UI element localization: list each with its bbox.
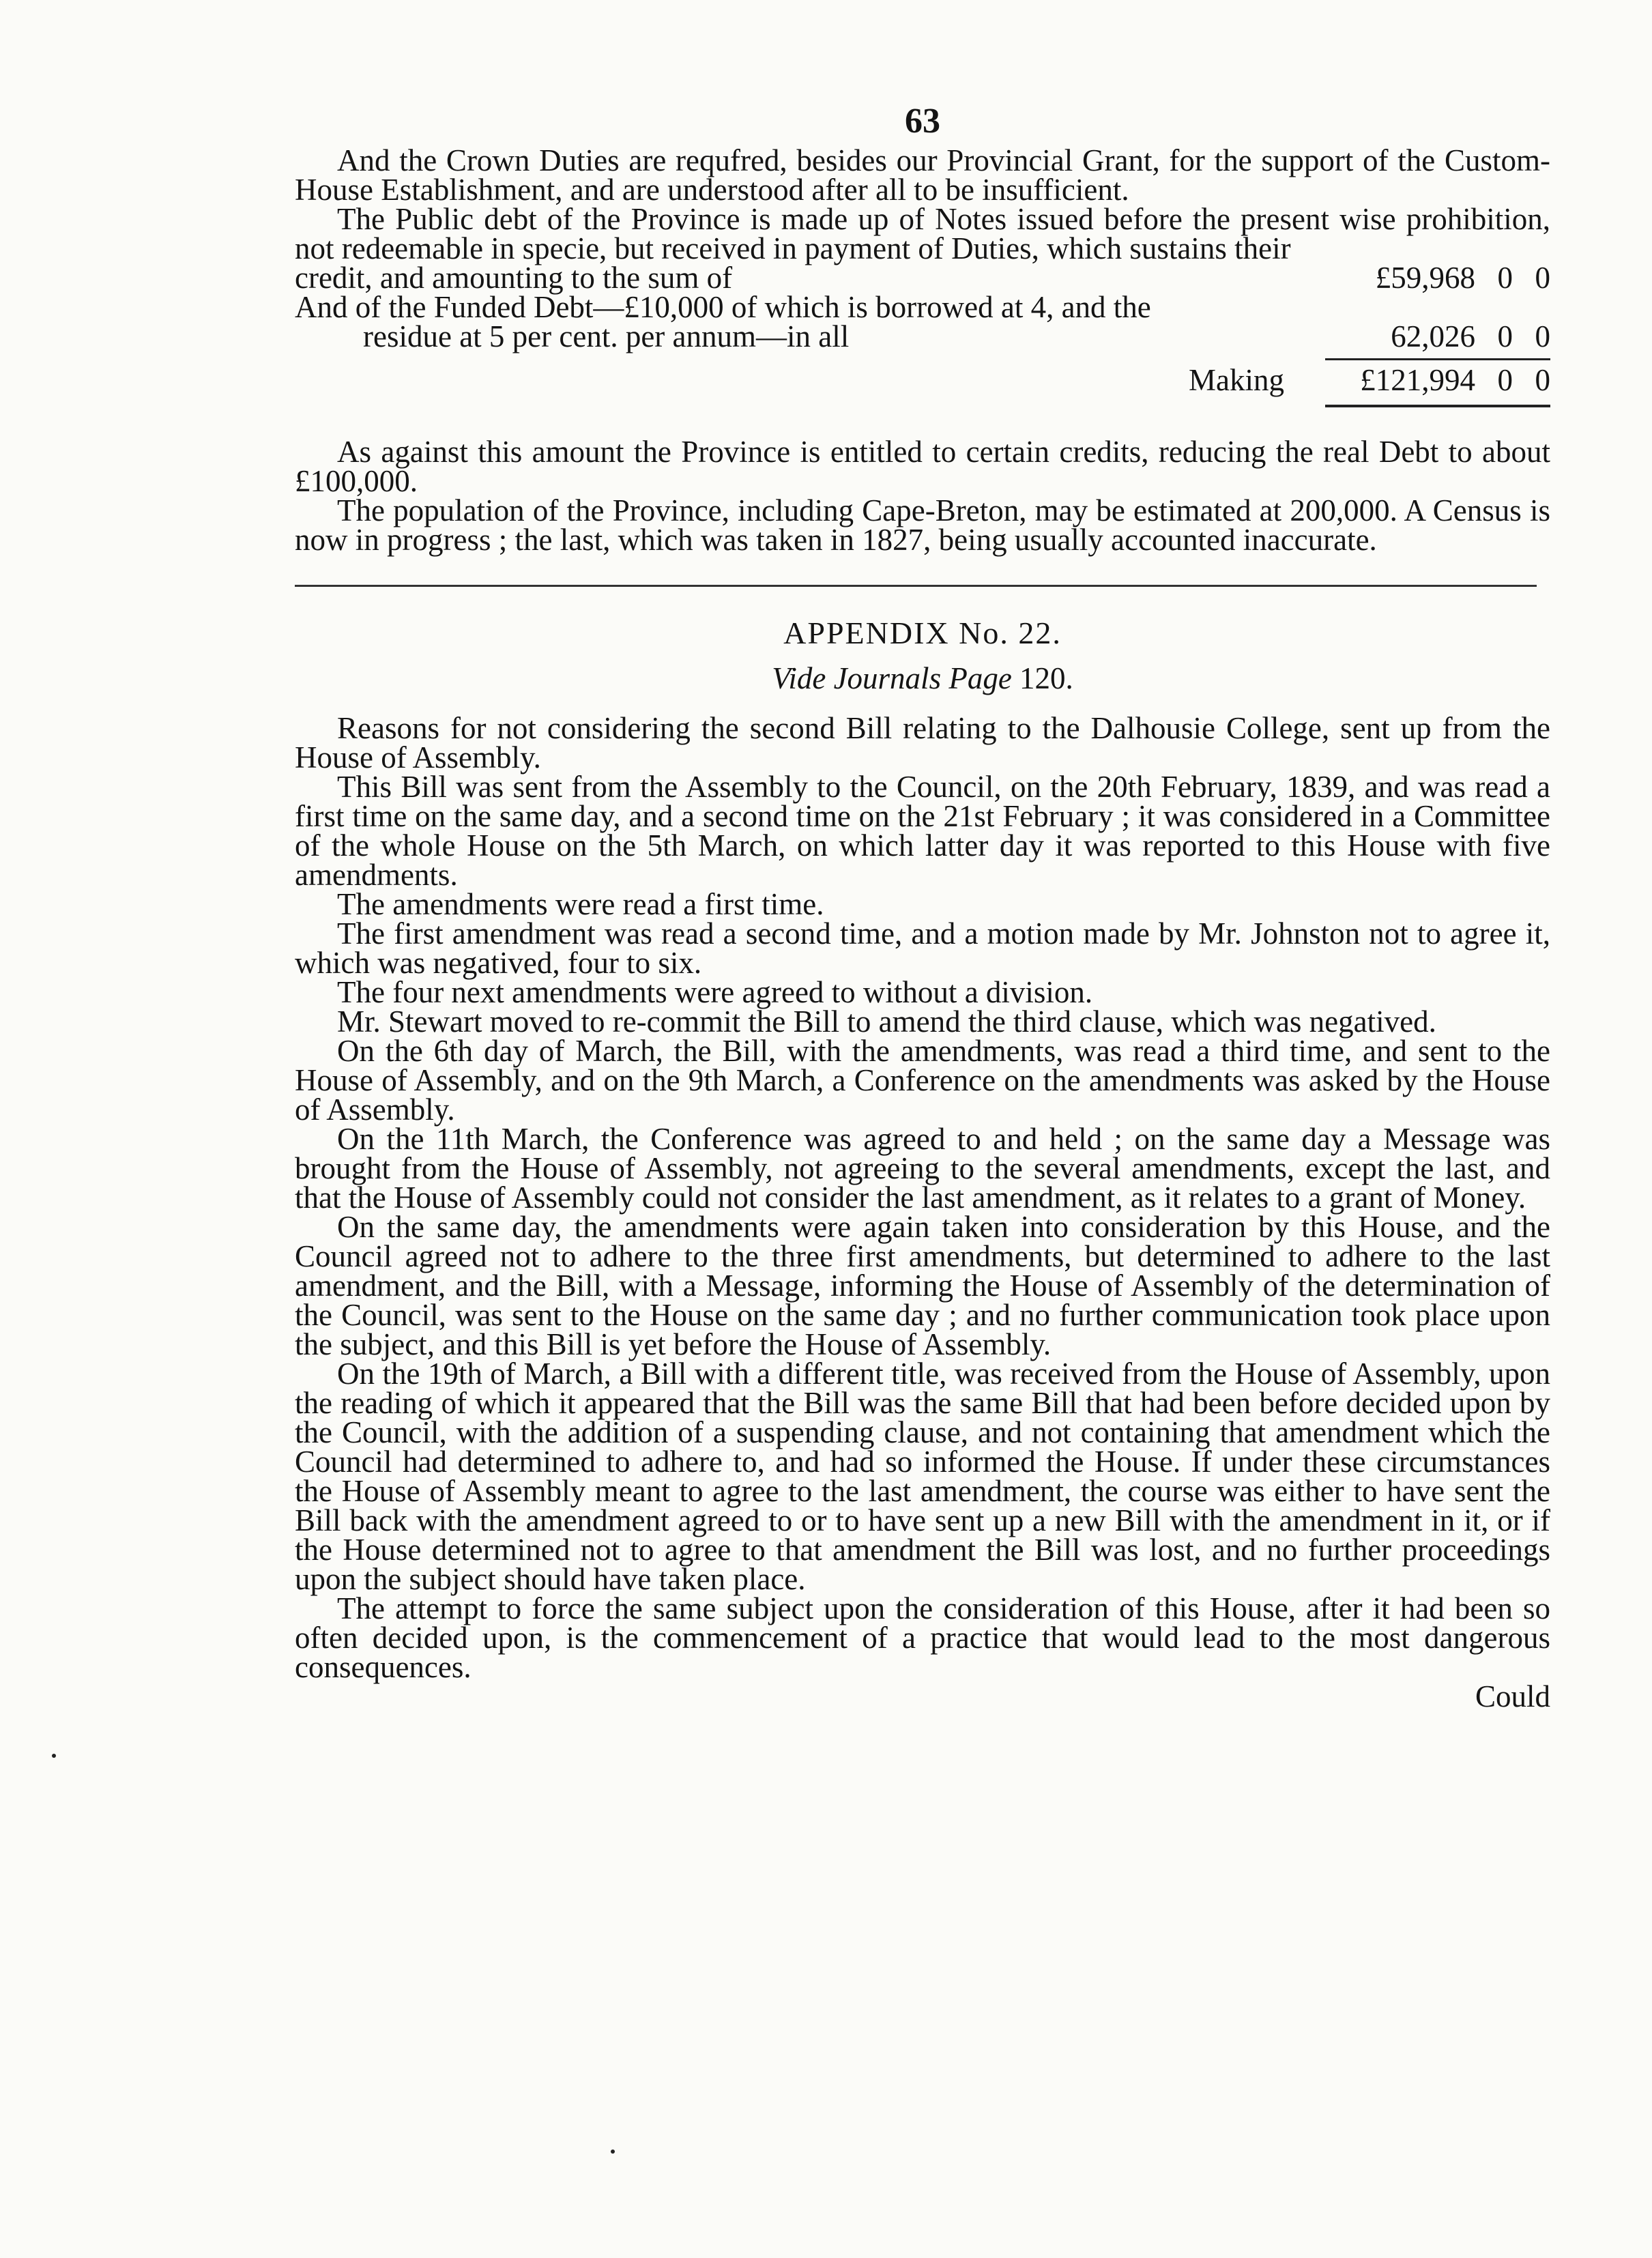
- document-page: [295, 102, 1550, 1711]
- appendix-paragraph: Mr. Stewart moved to re-commit the Bill to amend the third clause, which was negatived.: [337, 1004, 1436, 1039]
- paragraph-crown-duties: And the Crown Duties are requfred, besides our Provincial Grant, for the support of the Custom-House Establishment, and are understood after all to be insufficient.: [295, 143, 1550, 207]
- debt-row-funded-line1: [295, 290, 1550, 324]
- appendix-paragraph: This Bill was sent from the Assembly to the Council, on the 20th February, 1839, and was read a first time on the same day, and a second time on the 21st February ; it was considered in a Committee of the whole House on the 5th March, on which latter day it was reported to this House with five amendments.: [295, 770, 1550, 892]
- amount-pence: 0: [1535, 261, 1550, 295]
- print-speck: [611, 2150, 615, 2154]
- appendix-paragraph: The amendments were read a first time.: [337, 887, 824, 921]
- debt-row-funded-desc: And of the Funded Debt—£10,000 of which is borrowed at 4, and the: [295, 290, 1151, 324]
- amount-pounds: £121,994: [1360, 363, 1475, 397]
- debt-row-notes-amount: [1325, 263, 1550, 293]
- total-rule: [1325, 405, 1550, 407]
- page-number: 63: [905, 102, 940, 141]
- amount-pounds: 62,026: [1391, 319, 1475, 353]
- sum-rule: [1325, 358, 1550, 360]
- appendix-paragraph: Reasons for not considering the second Bill relating to the Dalhousie College, sent up from the House of Assembly.: [295, 711, 1550, 775]
- debt-row-total: [295, 363, 1550, 397]
- appendix-paragraph: On the same day, the amendments were again taken into consideration by this House, and the Council agreed not to adhere to the three first amendments, but determined to adhere to the last amendment, and the Bill, with a Message, informing the House of Assembly of the determination of the Council, was sent to the House on the same day ; and no further communication took place upon the subject, and this Bill is yet before the House of Assembly.: [295, 1210, 1550, 1361]
- amount-pence: 0: [1535, 363, 1550, 397]
- appendix-paragraph: On the 11th March, the Conference was agreed to and held ; on the same day a Message was brought from the House of Assembly, not agreeing to the several amendments, except the last, and that the House of Assembly could not consider the last amendment, as it relates to a grant of Money.: [295, 1122, 1550, 1215]
- debt-row-notes-desc: credit, and amounting to the sum of: [295, 261, 733, 295]
- catchword: Could: [1475, 1679, 1550, 1713]
- amount-shillings: 0: [1497, 261, 1513, 295]
- appendix-paragraph: The first amendment was read a second time, and a motion made by Mr. Johnston not to agree it, which was negatived, four to six.: [295, 916, 1550, 980]
- paragraph-population: The population of the Province, including Cape-Breton, may be estimated at 200,000. A Census is now in progress ; the last, which was taken in 1827, being usually accounted inaccurate.: [295, 493, 1550, 557]
- debt-row-funded-line2: [295, 319, 1550, 353]
- total-amount: [1325, 363, 1550, 397]
- appendix-paragraph: On the 19th of March, a Bill with a different title, was received from the House of Assembly, upon the reading of which it appeared that the Bill was the same Bill that had been before decided upon by the Council, with the addition of a suspending clause, and not containing that amendment which the Council had determined to adhere to, and had so informed the House. If under these circumstances the House of Assembly meant to agree to the last amendment, the course was either to have sent the Bill back with the amendment agreed to or to have sent up a new Bill with the amendment in it, or if the House determined not to agree to that amendment the Bill was lost, and no further proceedings upon the subject should have taken place.: [295, 1357, 1550, 1596]
- appendix-reference: [295, 661, 1550, 695]
- paragraph-public-debt: The Public debt of the Province is made up of Notes issued before the present wise prohibition, not redeemable in specie, but received in payment of Duties, which sustains their: [295, 202, 1550, 265]
- debt-row-funded-residue: residue at 5 per cent. per annum—in all: [363, 319, 850, 353]
- amount-pounds: £59,968: [1375, 261, 1475, 295]
- debt-row-notes: [295, 263, 1550, 293]
- appendix-paragraph: The attempt to force the same subject upon the consideration of this House, after it had been so often decided upon, is the commencement of a practice that would lead to the most dangerous consequences.: [295, 1591, 1550, 1684]
- appendix-reference-italic: Vide Journals Page: [772, 661, 1012, 695]
- total-label: Making: [1189, 363, 1284, 397]
- debt-row-funded-amount: [1325, 319, 1550, 353]
- amount-pence: 0: [1535, 319, 1550, 353]
- paragraph-credits: As against this amount the Province is entitled to certain credits, reducing the real Debt to about £100,000.: [295, 435, 1550, 498]
- section-divider: [295, 585, 1537, 587]
- appendix-title: APPENDIX No. 22.: [783, 616, 1062, 650]
- print-speck: [52, 1754, 56, 1758]
- appendix-reference-page: 120.: [1019, 661, 1073, 695]
- appendix-paragraph: On the 6th day of March, the Bill, with the amendments, was read a third time, and sent to the House of Assembly, and on the 9th March, a Conference on the amendments was asked by the House of Assembly.: [295, 1034, 1550, 1127]
- appendix-paragraph: The four next amendments were agreed to without a division.: [337, 975, 1093, 1009]
- amount-shillings: 0: [1497, 363, 1513, 397]
- amount-shillings: 0: [1497, 319, 1513, 353]
